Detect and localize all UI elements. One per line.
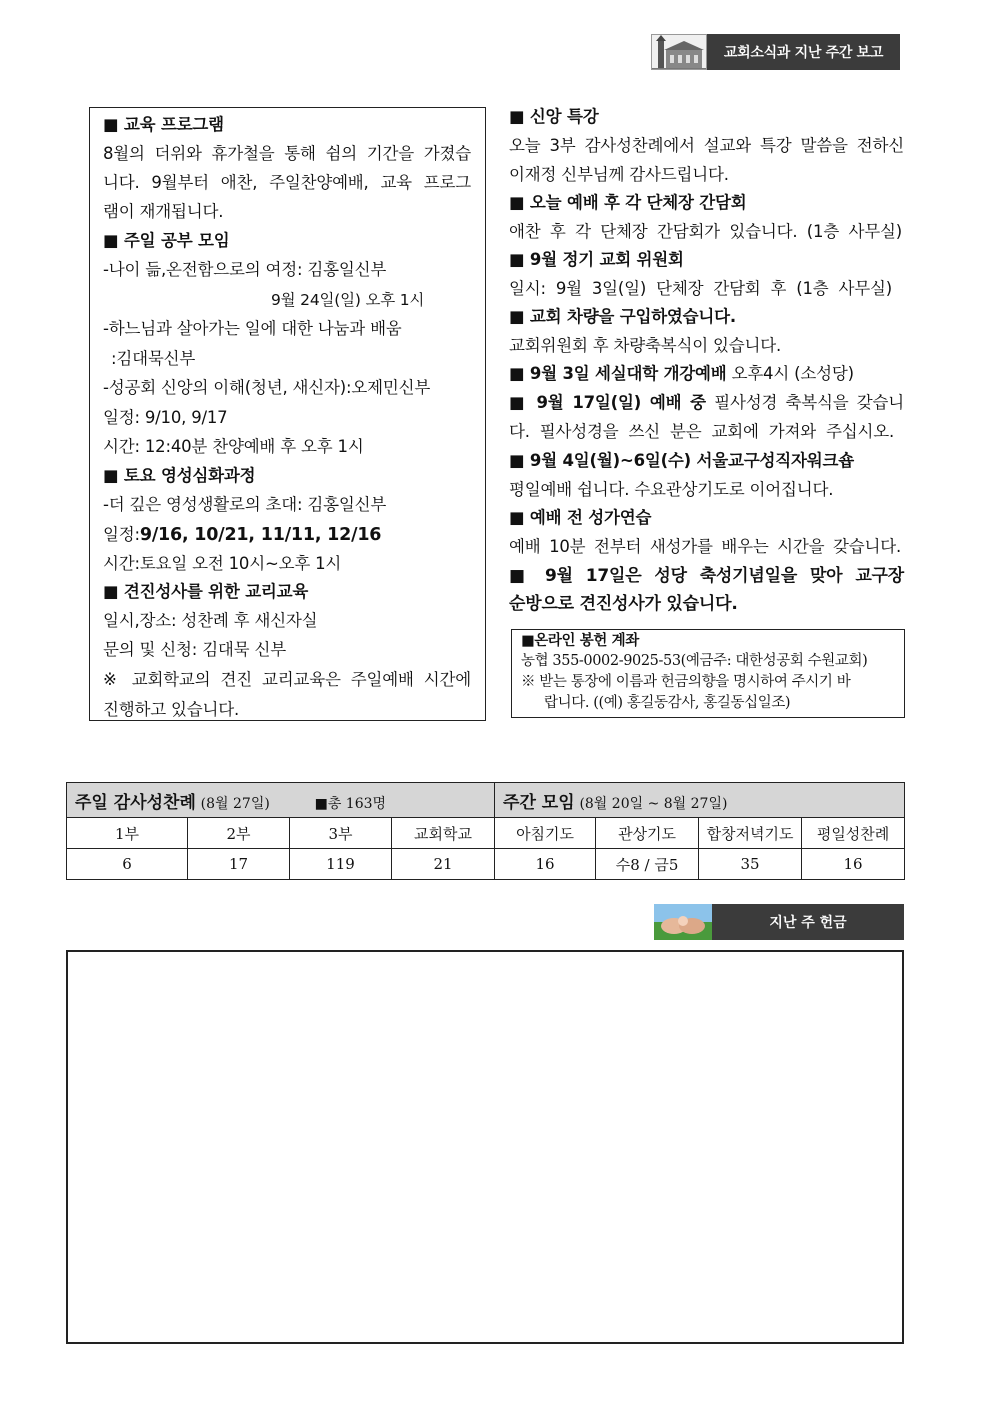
text-line: 일시,장소: 성찬례 후 새신자실	[103, 611, 318, 630]
text-line: 일정: 9/10, 9/17	[103, 408, 228, 427]
text-line: 오늘 3부 감사성찬례에서 설교와 특강 말씀을 전하신	[509, 136, 904, 155]
heading-consecration: ■ 9월 17일은 성당 축성기념일을 맞아 교구장	[509, 566, 904, 586]
heading-faith-lecture: ■ 신앙 특강	[509, 107, 599, 126]
heading-education: ■ 교육 프로그램	[103, 115, 224, 134]
section-title: 교회소식과 지난 주간 보고	[707, 34, 900, 70]
table-cell: 수8 / 금5	[596, 849, 699, 880]
column-header: 아침기도	[495, 818, 596, 849]
church-building-icon	[651, 34, 707, 70]
table-cell: 17	[188, 849, 290, 880]
column-header: 3부	[290, 818, 392, 849]
text-line: 8월의 더위와 휴가철을 통해 쉼의 기간을 가졌습	[103, 144, 471, 163]
heading-choir-practice: ■ 예배 전 성가연습	[509, 508, 652, 527]
heading-sunday-study: ■ 주일 공부 모임	[103, 231, 230, 250]
text-line: 순방으로 견진성사가 있습니다.	[509, 594, 738, 614]
table-cell: 6	[67, 849, 188, 880]
text-line: -더 깊은 영성생활로의 초대: 김홍일신부	[103, 495, 387, 514]
heading-church-committee: ■ 9월 정기 교회 위원회	[509, 250, 684, 269]
text-line: 진행하고 있습니다.	[103, 700, 240, 719]
text-line: 다. 필사성경을 쓰신 분은 교회에 가져와 주십시오.	[509, 422, 894, 441]
text-line: -나이 듦,온전함으로의 여정: 김홍일신부	[103, 260, 387, 279]
table-cell: 35	[699, 849, 802, 880]
heading-leaders-meeting: ■ 오늘 예배 후 각 단체장 간담회	[509, 193, 747, 212]
hands-icon	[654, 904, 712, 940]
online-offering-account-box	[511, 629, 905, 718]
section-header-news	[651, 34, 900, 70]
column-header: 교회학교	[392, 818, 495, 849]
account-title: ■온라인 봉헌 계좌	[521, 632, 639, 649]
text-line: 애찬 후 각 단체장 간담회가 있습니다. (1층 사무실)	[509, 222, 902, 241]
heading-cecil-college: ■ 9월 3일 세실대학 개강예배 오후4시 (소성당)	[509, 364, 854, 383]
text-line: ※ 교회학교의 견진 교리교육은 주일예배 시간에	[103, 670, 471, 689]
offering-box	[66, 950, 904, 1344]
text-line: 일정:9/16, 10/21, 11/11, 12/16	[103, 525, 382, 545]
heading-confirmation: ■ 견진성사를 위한 교리교육	[103, 582, 309, 601]
church-news-column	[509, 107, 904, 617]
text-line: -성공회 신앙의 이해(청년, 새신자):오제민신부	[103, 378, 431, 397]
heading-clergy-workshop: ■ 9월 4일(월)~6일(수) 서울교구성직자워크숍	[509, 451, 854, 470]
account-note: 랍니다. ((예) 홍길동감사, 홍길동십일조)	[544, 695, 791, 711]
attendance-table	[66, 782, 905, 880]
text-line: 평일예배 쉽니다. 수요관상기도로 이어집니다.	[509, 480, 834, 499]
heading-bible-blessing: ■ 9월 17일(일) 예배 중 필사성경 축복식을 갖습니	[509, 393, 904, 412]
text-line: 시간: 12:40분 찬양예배 후 오후 1시	[103, 437, 364, 456]
text-line: 교회위원회 후 차량축복식이 있습니다.	[509, 336, 782, 355]
education-program-box	[89, 107, 486, 721]
column-header: 관상기도	[596, 818, 699, 849]
text-line: 일시: 9월 3일(일) 단체장 간담회 후 (1층 사무실)	[509, 279, 892, 298]
section-title: 지난 주 헌금	[712, 904, 904, 940]
column-header: 합창저녁기도	[699, 818, 802, 849]
heading-saturday-course: ■ 토요 영성심화과정	[103, 466, 256, 485]
text-line: 예배 10분 전부터 새성가를 배우는 시간을 갖습니다.	[509, 537, 901, 556]
table-cell: 119	[290, 849, 392, 880]
text-line: 니다. 9월부터 애찬, 주일찬양예배, 교육 프로그	[103, 173, 471, 192]
table-cell: 21	[392, 849, 495, 880]
account-note: ※ 받는 통장에 이름과 헌금의향을 명시하여 주시기 바	[521, 674, 851, 690]
sunday-service-header: 주일 감사성찬례 (8월 27일) ■총 163명	[67, 783, 495, 818]
section-header-offering	[654, 904, 904, 940]
text-line: 램이 재개됩니다.	[103, 202, 224, 221]
table-cell: 16	[802, 849, 905, 880]
text-line: 이재정 신부님께 감사드립니다.	[509, 165, 729, 184]
text-line: :김대묵신부	[111, 349, 196, 368]
weekly-meeting-header: 주간 모임 (8월 20일 ~ 8월 27일)	[495, 783, 905, 818]
column-header: 1부	[67, 818, 188, 849]
account-number: 농협 355-0002-9025-53(예금주: 대한성공회 수원교회)	[521, 653, 868, 669]
text-line: -하느님과 살아가는 일에 대한 나눔과 배움	[103, 319, 402, 338]
text-line: 9월 24일(일) 오후 1시	[271, 291, 425, 309]
table-cell: 16	[495, 849, 596, 880]
heading-vehicle: ■ 교회 차량을 구입하였습니다.	[509, 307, 736, 326]
column-header: 평일성찬례	[802, 818, 905, 849]
column-header: 2부	[188, 818, 290, 849]
text-line: 시간:토요일 오전 10시~오후 1시	[103, 554, 342, 573]
text-line: 문의 및 신청: 김대묵 신부	[103, 640, 286, 659]
